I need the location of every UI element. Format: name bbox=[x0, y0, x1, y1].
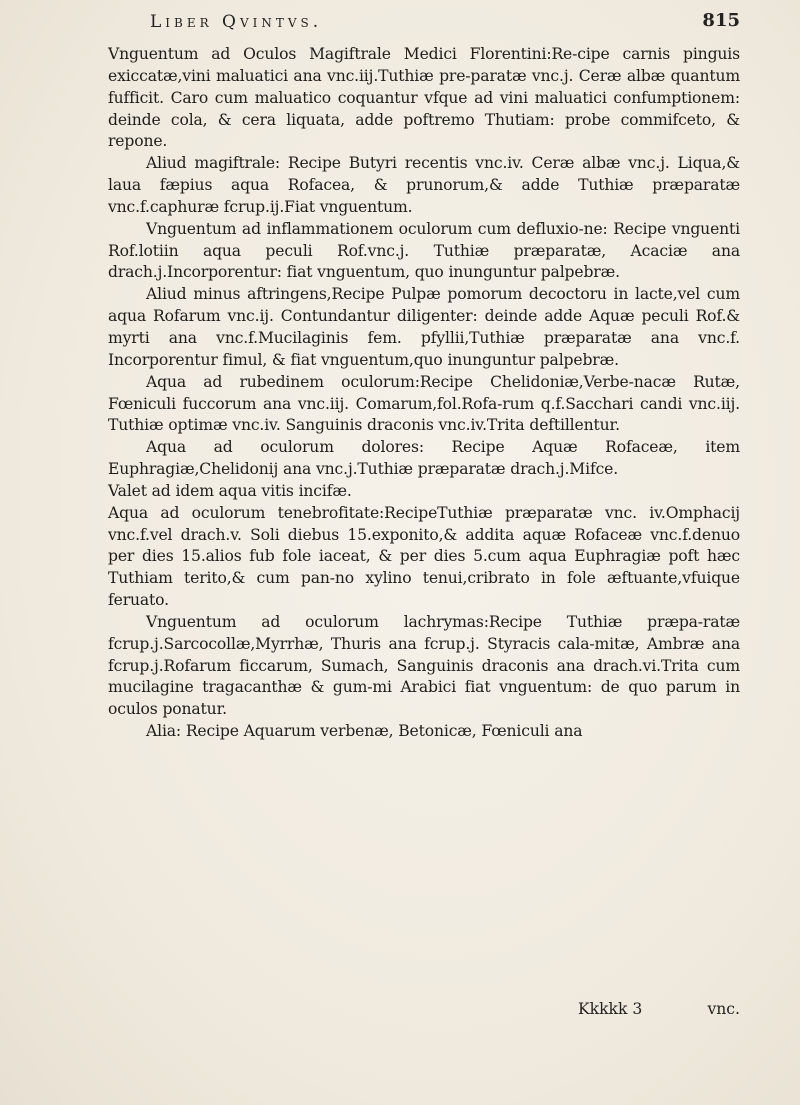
paragraph-inflammationem: Vnguentum ad inflammationem oculorum cum defluxio-ne: Recipe vnguenti Rof.lotiin aqua peculi Rof.vnc.j. Tuthiæ præparatæ, Acaciæ ana drach.j.Incorporentur: fiat vnguentum, quo inunguntur palpebræ. bbox=[108, 219, 740, 282]
page-header bbox=[150, 10, 740, 40]
paragraph-alia: Alia: Recipe Aquarum verbenæ, Betonicæ, Fœniculi ana bbox=[146, 722, 583, 741]
body-text bbox=[108, 44, 740, 743]
catchword: vnc. bbox=[707, 1000, 740, 1018]
paragraph-aqua-rubedinem: Aqua ad rubedinem oculorum:Recipe Chelidoniæ,Verbe-nacæ Rutæ, Fœniculi fuccorum ana vnc.iij. Comarum,fol.Rofa-rum q.f.Sacchari candi vnc.iij. Tuthiæ optimæ vnc.iv. Sanguinis draconis vnc.iv.Trita deftillentur. bbox=[108, 372, 740, 435]
page-number: 815 bbox=[702, 10, 740, 31]
paragraph-unguentum-lachrymas: Vnguentum ad oculorum lachrymas:Recipe Tuthiæ præpa-ratæ fcrup.j.Sarcocollæ,Myrrhæ, Thuris ana fcrup.j. Styracis cala-mitæ, Ambræ ana fcrup.j.Rofarum ficcarum, Sumach, Sanguinis draconis ana drach.vi.Trita cum mucilagine tragacanthæ & gum-mi Arabici fiat vnguentum: de quo parum in oculos ponatur. bbox=[108, 612, 740, 719]
signature-mark: Kkkkk 3 bbox=[578, 1000, 643, 1018]
paragraph-minus-astringens: Aliud minus aftringens,Recipe Pulpæ pomorum decoctoru in lacte,vel cum aqua Rofarum vnc.ij. Contundantur diligenter: deinde adde Aquæ peculi Rof.& myrti ana vnc.f.Mucilaginis fem. pfyllii,Tuthiæ præparatæ ana vnc.f. Incorporentur fimul, & fiat vnguentum,quo inunguntur palpebræ. bbox=[108, 285, 740, 369]
paragraph-aqua-tenebrositate: Aqua ad oculorum tenebrofitate:RecipeTuthiæ præparatæ vnc. iv.Omphacij vnc.f.vel drach.v. Soli diebus 15.exponito,& addita aquæ Rofaceæ vnc.f.denuo per dies 15.alios fub fole iaceat, & per dies 5.cum aqua Euphragiæ poft hæc Tuthiam terito,& cum pan-no xylino tenui,cribrato in fole æftuante,vfuique feruato. bbox=[108, 503, 740, 610]
paragraph-unguentum-magistrale: Vnguentum ad Oculos Magiftrale Medici Florentini:Re-cipe carnis pinguis exiccatæ,vini maluatici ana vnc.iij.Tuthiæ pre-paratæ vnc.j. Ceræ albæ quantum fufficit. Caro cum maluatico coquantur vfque ad vini maluatici confumptionem: deinde cola, & cera liquata, adde poftremo Thutiam: probe commifceto, & repone. bbox=[108, 45, 740, 151]
paragraph-aqua-dolores: Aqua ad oculorum dolores: Recipe Aquæ Rofaceæ, item Euphragiæ,Chelidonij ana vnc.j.Tuthiæ præparatæ drach.j.Mifce. bbox=[108, 438, 740, 479]
paragraph-aqua-vitis: Valet ad idem aqua vitis incifæ. bbox=[108, 481, 352, 500]
paragraph-aliud-magistrale: Aliud magiftrale: Recipe Butyri recentis vnc.iv. Ceræ albæ vnc.j. Liqua,& laua fæpius aqua Rofacea, & prunorum,& adde Tuthiæ præparatæ vnc.f.caphuræ fcrup.ij.Fiat vnguentum. bbox=[108, 154, 740, 216]
running-title: Liber Qvintvs. bbox=[150, 12, 323, 32]
